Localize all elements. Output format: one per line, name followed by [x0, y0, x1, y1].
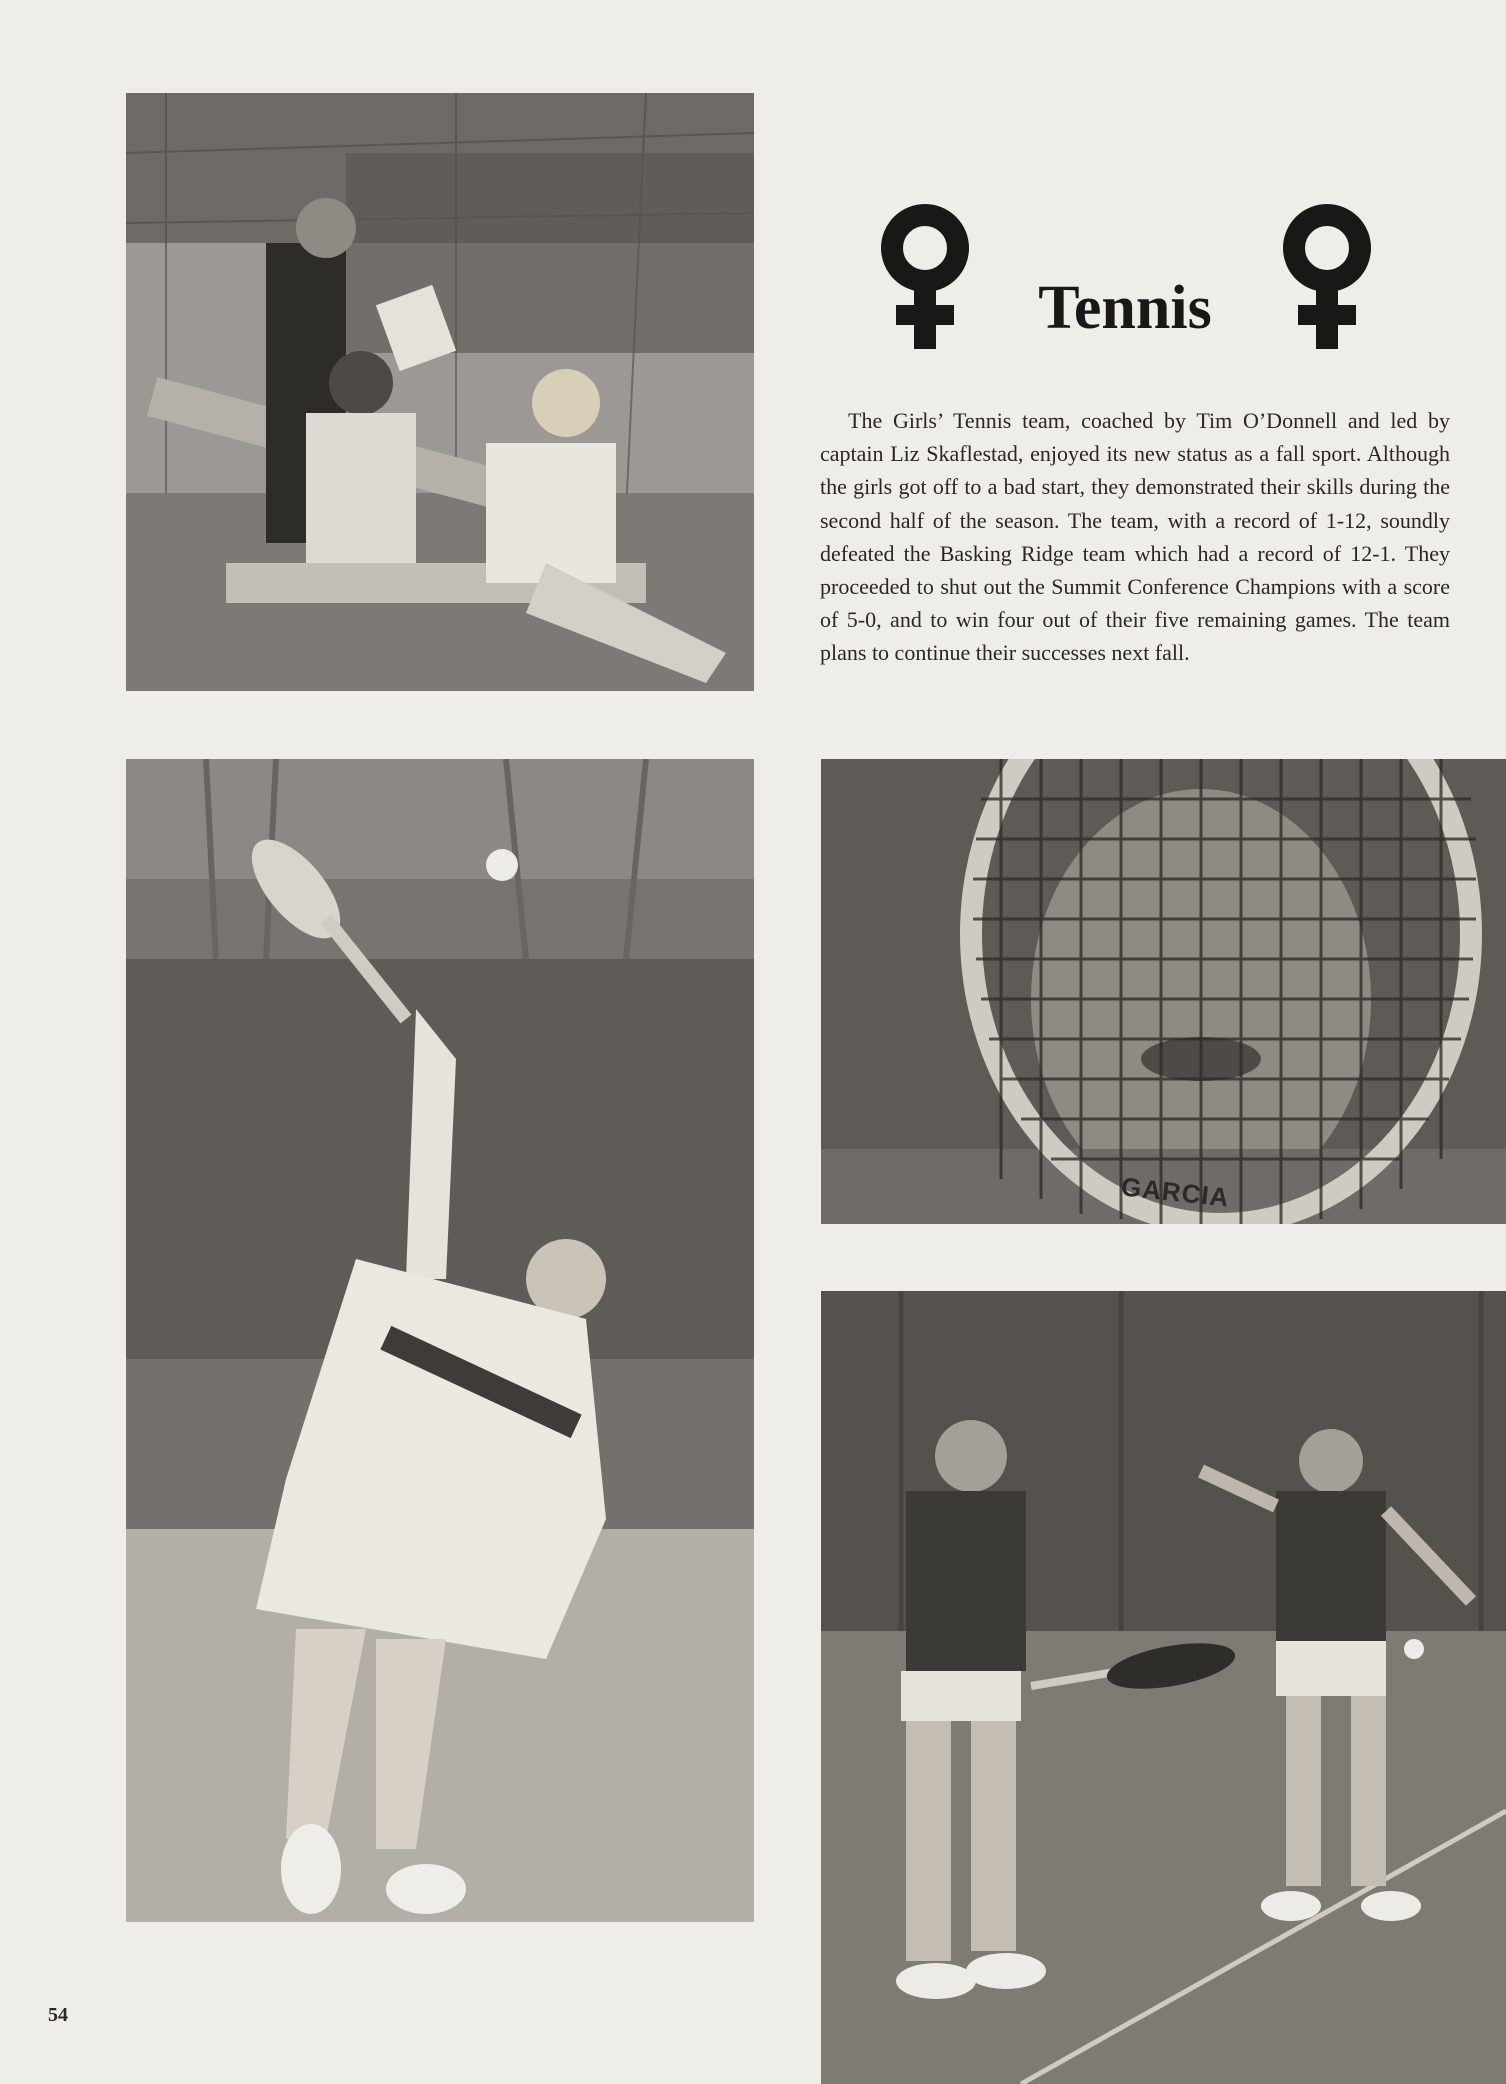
photo-racket-graphic [821, 759, 1506, 1224]
female-symbol-icon [876, 203, 974, 353]
photo-two-players-on-court [821, 1291, 1506, 2084]
photo-doubles-graphic [821, 1291, 1506, 2084]
photo-serve-graphic [126, 759, 754, 1922]
article-body-text: The Girls’ Tennis team, coached by Tim O’Donnell and led by captain Liz Skaflestad, enjoyed its new status as a fall sport. Although the girls got off to a bad start, they demonstrated their skills during the second half of the season. The team, with a record of 1-12, soundly defeated the Basking Ridge team which had a record of 12-1. They proceeded to shut out the Summit Conference Champions with a score of 5-0, and to win four out of their five remaining games. The team plans to continue their successes next fall. [820, 408, 1450, 666]
racket-brand-label: GARCIA [1119, 1171, 1231, 1213]
page-title: Tennis [1038, 274, 1212, 342]
photo-coach-with-players [126, 93, 754, 691]
page-number: 54 [48, 2004, 68, 2026]
photo-coach-graphic [126, 93, 754, 691]
photo-face-behind-racket [821, 759, 1506, 1224]
female-symbol-icon [1278, 203, 1376, 353]
photo-player-serving [126, 759, 754, 1922]
